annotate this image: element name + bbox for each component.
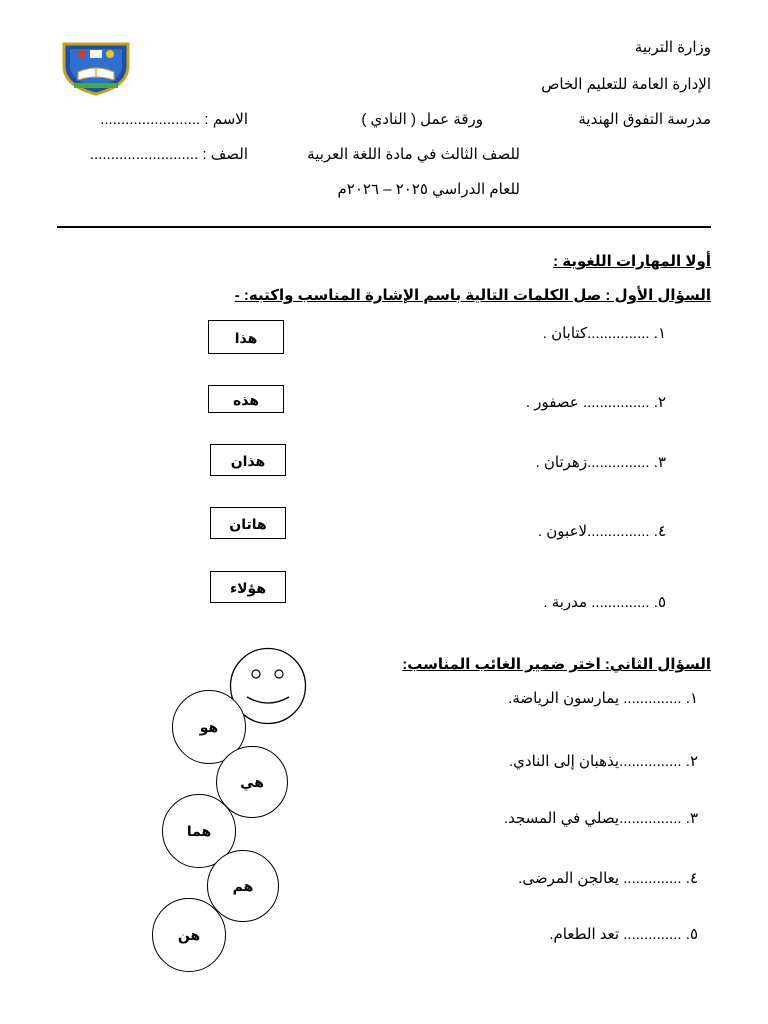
q1-item-4: ٤. ...............لاعبون . (537, 523, 666, 540)
q1-item-5: ٥. .............. مدربة . (543, 594, 666, 611)
pronoun-circle-2: هي (216, 746, 288, 818)
q2-item-3: ٣. ...............يصلي في المسجد. (503, 810, 698, 827)
answer-box-5: هؤلاء (210, 571, 286, 603)
question-2-title: السؤال الثاني: اختر ضمير الغائب المناسب: (402, 656, 711, 673)
q2-item-2: ٢. ...............يذهبان إلى النادي. (509, 753, 698, 770)
pronoun-circle-3: هما (162, 794, 236, 868)
answer-box-1: هذا (208, 320, 284, 354)
academic-year: للعام الدراسي ٢٠٢٥ – ٢٠٢٦م (337, 181, 520, 198)
answer-box-2: هذه (208, 385, 284, 413)
school-name: مدرسة التفوق الهندية (578, 111, 711, 128)
school-logo (56, 36, 136, 96)
department-text: الإدارة العامة للتعليم الخاص (541, 76, 711, 93)
section-title: أولا المهارات اللغوية : (553, 253, 711, 270)
answer-box-4: هاتان (210, 507, 286, 539)
pronoun-circle-4: هم (207, 850, 279, 922)
q2-item-4: ٤. .............. يعالجن المرضى. (518, 870, 698, 887)
q1-item-3: ٣. ...............زهرتان . (535, 454, 666, 471)
pronoun-circle-5: هن (152, 898, 226, 972)
class-field: الصف : .......................... (89, 146, 248, 163)
question-1-title: السؤال الأول : صل الكلمات التالية باسم الإشارة المناسب واكتبه: - (234, 287, 711, 304)
q2-item-1: ١. .............. يمارسون الرياضة. (508, 690, 698, 707)
q1-item-2: ٢. ................ عصفور . (525, 394, 666, 411)
name-field: الاسم : ........................ (100, 111, 248, 128)
q2-item-5: ٥. .............. تعد الطعام. (549, 926, 698, 943)
ministry-text: وزارة التربية (634, 39, 711, 56)
pronoun-circle-1: هو (172, 690, 246, 764)
grade-line: للصف الثالث في مادة اللغة العربية (307, 146, 520, 163)
q1-item-1: ١. ...............كتابان . (542, 325, 666, 342)
worksheet-title: ورقة عمل ( النادي ) (361, 111, 483, 128)
answer-box-3: هذان (210, 444, 286, 476)
header-divider (57, 226, 711, 228)
